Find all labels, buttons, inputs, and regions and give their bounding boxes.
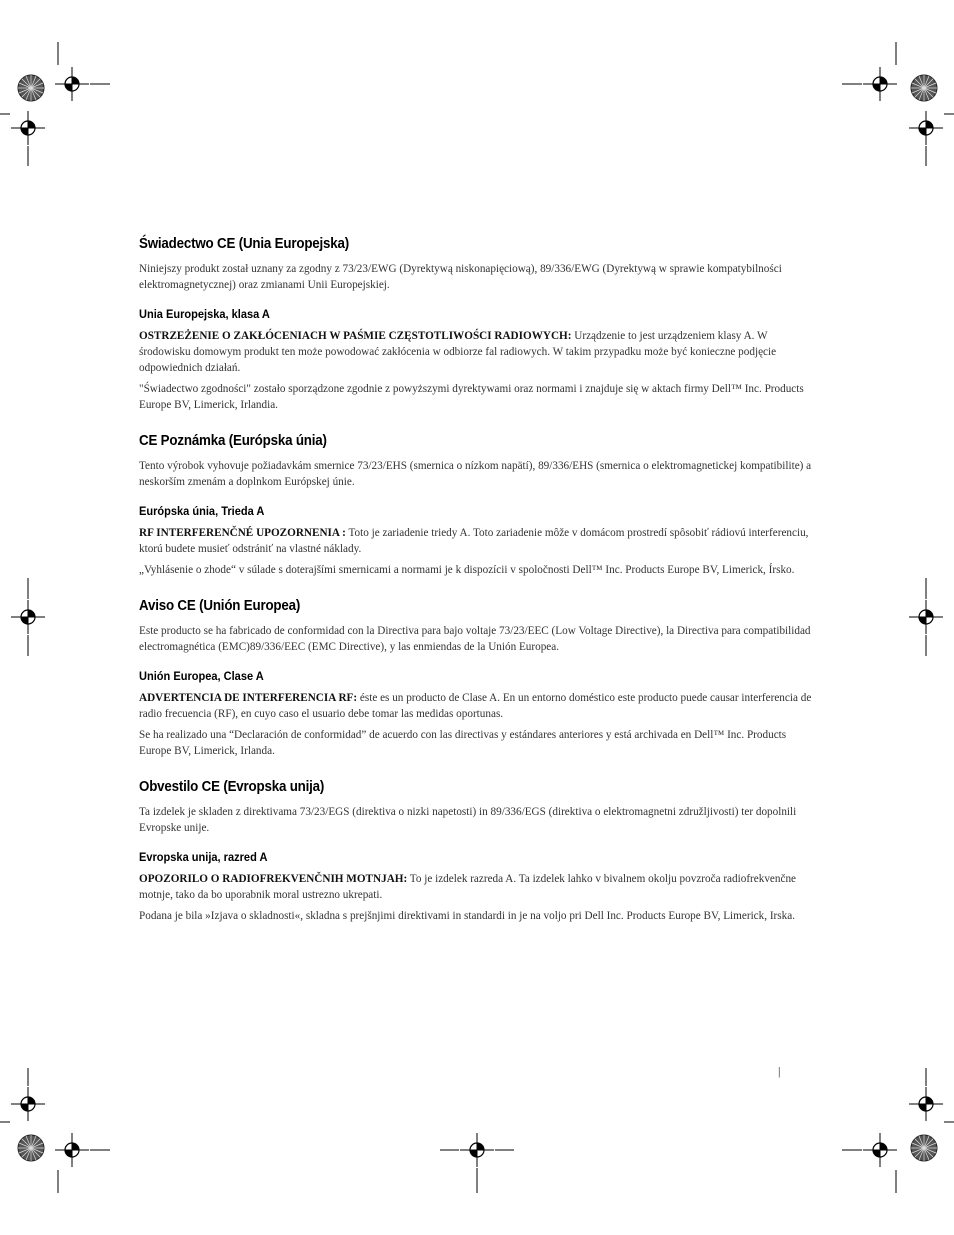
section-intro: Este producto se ha fabricado de conformidad con la Directiva para bajo voltaje 73/23/EEC (Low Voltage Directive), la Directiva para compatibilidad electromagnética (EMC)89/336/EEC (EMC Directive), y las enmiendas de la Unión Europea. <box>139 625 811 653</box>
declaration-paragraph: "Świadectwo zgodności" zostało sporządzone zgodnie z powyższymi dyrektywami oraz normami i znajduje się w aktach firmy Dell™ Inc. Products Europe BV, Limerick, Irlandia. <box>139 383 804 411</box>
document-body <box>139 236 814 944</box>
section-subheading: Európska únia, Trieda A <box>139 504 265 518</box>
warning-text: éste es un producto de Clase A. En un entorno doméstico este producto puede causar interferencia de radio frecuencia (RF), en cuyo caso el usuario debe tomar las medidas oportunas. <box>139 692 812 720</box>
warning-lead: OPOZORILO O RADIOFREKVENČNIH MOTNJAH: <box>139 873 408 885</box>
declaration-paragraph: „Vyhlásenie o zhode“ v súlade s doterajšími smernicami a normami je k dispozícii v spoločnosti Dell™ Inc. Products Europe BV, Limerick, Írsko. <box>139 564 795 576</box>
section-spanish <box>139 598 814 759</box>
section-heading: CE Poznámka (Európska únia) <box>139 433 327 449</box>
warning-paragraph <box>139 690 814 722</box>
section-heading: Aviso CE (Unión Europea) <box>139 598 301 614</box>
section-intro: Ta izdelek je skladen z direktivama 73/23/EGS (direktiva o nizki napetosti) in 89/336/EGS (direktiva o elektromagnetni združljivosti) ter dopolnili Evropske unije. <box>139 806 797 834</box>
warning-text: Toto je zariadenie triedy A. Toto zariadenie môže v domácom prostredí spôsobiť rádiovú interferenciu, ktorú budete musieť odstrániť na vlastné náklady. <box>139 527 809 555</box>
section-heading: Obvestilo CE (Evropska unija) <box>139 779 325 795</box>
warning-paragraph <box>139 871 814 903</box>
section-slovak <box>139 433 814 578</box>
warning-text: To je izdelek razreda A. Ta izdelek lahko v bivalnem okolju povzroča radiofrekvenčne motnje, tako da bo uporabnik moral ustrezno ukrepati. <box>139 873 797 901</box>
warning-text: Urządzenie to jest urządzeniem klasy A. W środowisku domowym produkt ten może powodować zakłócenia w odbiorze fal radiowych. W takim przypadku może być konieczne podjęcie odpowiednich działań. <box>139 330 777 374</box>
section-subheading: Unia Europejska, klasa A <box>139 307 270 321</box>
warning-paragraph <box>139 328 814 376</box>
warning-lead: RF INTERFERENČNÉ UPOZORNENIA : <box>139 527 346 539</box>
section-intro: Niniejszy produkt został uznany za zgodny z 73/23/EWG (Dyrektywą niskonapięciową), 89/336/EWG (Dyrektywą w sprawie kompatybilności elektromagnetycznej) oraz zmianami Unii Europejskiej. <box>139 263 782 291</box>
section-slovenian <box>139 779 814 924</box>
page-number: | <box>778 1064 781 1078</box>
section-subheading: Evropska unija, razred A <box>139 850 268 864</box>
warning-lead: OSTRZEŻENIE O ZAKŁÓCENIACH W PAŚMIE CZĘSTOTLIWOŚCI RADIOWYCH: <box>139 330 572 342</box>
section-heading: Świadectwo CE (Unia Europejska) <box>139 236 350 252</box>
warning-lead: ADVERTENCIA DE INTERFERENCIA RF: <box>139 692 358 704</box>
declaration-paragraph: Podana je bila »Izjava o skladnosti«, skladna s prejšnjimi direktivami in standardi in je na voljo pri Dell Inc. Products Europe BV, Limerick, Irska. <box>139 910 795 922</box>
section-intro: Tento výrobok vyhovuje požiadavkám smernice 73/23/EHS (smernica o nízkom napätí), 89/336/EHS (smernica o elektromagnetickej kompatibilite) a neskorším zmenám a doplnkom Európskej únie. <box>139 460 812 488</box>
warning-paragraph <box>139 525 814 557</box>
declaration-paragraph: Se ha realizado una “Declaración de conformidad” de acuerdo con las directivas y estándares anteriores y está archivada en Dell™ Inc. Products Europe BV, Limerick, Irlanda. <box>139 729 787 757</box>
section-subheading: Unión Europea, Clase A <box>139 669 264 683</box>
section-polish <box>139 236 814 413</box>
